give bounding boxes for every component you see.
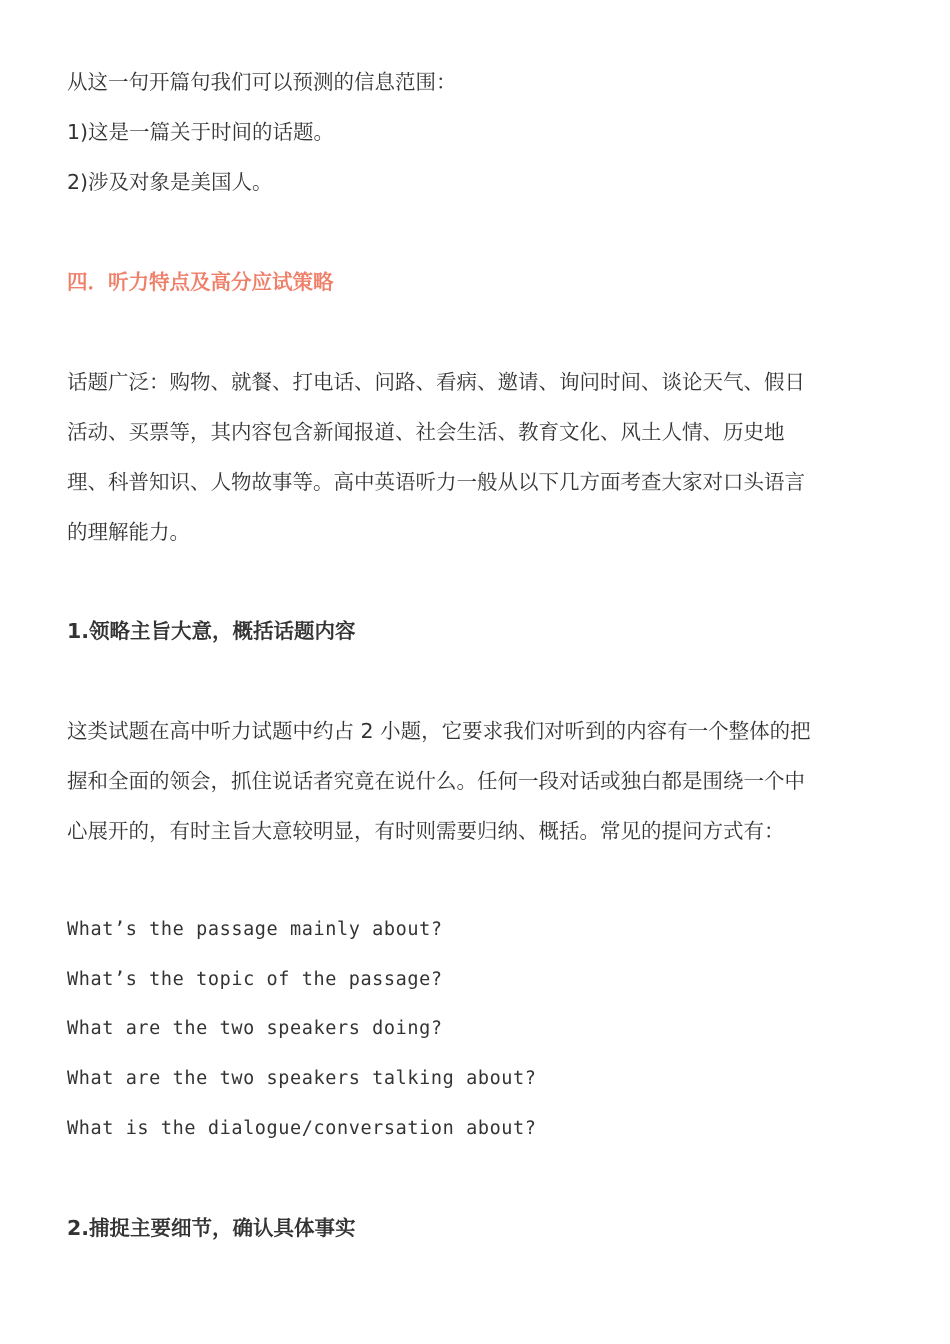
paragraph-line: 的理解能力。 — [67, 520, 190, 544]
paragraph-line: 理、科普知识、人物故事等。高中英语听力一般从以下几方面考查大家对口头语言 — [67, 470, 805, 494]
paragraph-line: 握和全面的领会，抓住说话者究竟在说什么。任何一段对话或独白都是围绕一个中 — [67, 769, 805, 793]
intro-line-2: 1)这是一篇关于时间的话题。 — [67, 120, 335, 144]
subheading-2: 2.捕捉主要细节，确认具体事实 — [67, 1216, 356, 1240]
example-question: What are the two speakers doing? — [67, 1018, 443, 1039]
paragraph-line: 活动、买票等，其内容包含新闻报道、社会生活、教育文化、风土人情、历史地 — [67, 420, 785, 444]
example-question: What are the two speakers talking about? — [67, 1068, 537, 1089]
intro-line-3: 2)涉及对象是美国人。 — [67, 170, 273, 194]
example-question: What’s the topic of the passage? — [67, 969, 443, 990]
example-question: What is the dialogue/conversation about? — [67, 1118, 537, 1139]
example-question: What’s the passage mainly about? — [67, 919, 443, 940]
intro-line-1: 从这一句开篇句我们可以预测的信息范围： — [67, 70, 457, 94]
subheading-1: 1.领略主旨大意，概括话题内容 — [67, 619, 356, 643]
paragraph-line: 心展开的，有时主旨大意较明显，有时则需要归纳、概括。常见的提问方式有： — [67, 819, 785, 843]
paragraph-line: 这类试题在高中听力试题中约占 2 小题，它要求我们对听到的内容有一个整体的把 — [67, 719, 811, 743]
paragraph-line: 话题广泛：购物、就餐、打电话、问路、看病、邀请、询问时间、谈论天气、假日 — [67, 370, 805, 394]
section-heading: 四．听力特点及高分应试策略 — [67, 270, 334, 294]
